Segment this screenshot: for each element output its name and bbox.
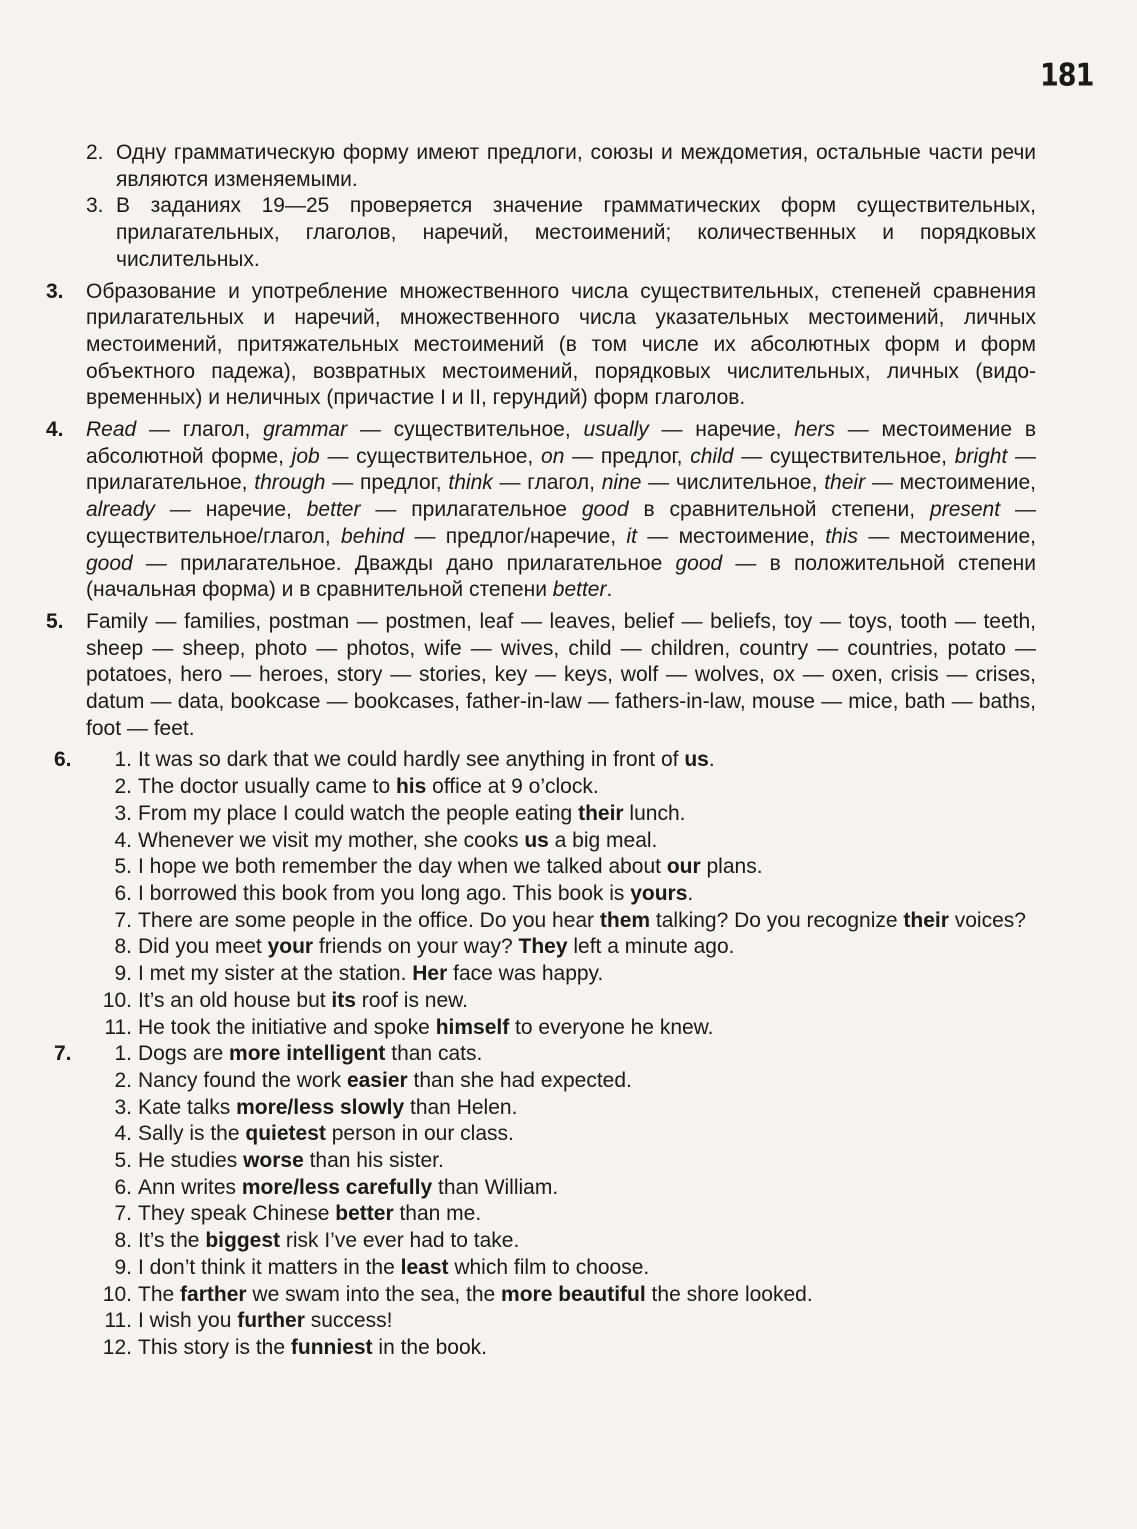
list-item-number: 1. — [114, 748, 132, 772]
bold-answer: farther — [180, 1282, 247, 1306]
answer-text — [86, 418, 1036, 601]
text-run: — прилагательное. Дважды дано прилагательное — [132, 551, 676, 575]
list-item-number: 3. — [114, 801, 132, 825]
list-item — [104, 1282, 1036, 1309]
list-item-text — [138, 748, 715, 771]
italic-term: usually — [583, 418, 649, 442]
list-item — [104, 961, 1036, 988]
list-item-number: 7. — [114, 1202, 132, 1226]
list-item — [104, 828, 1036, 855]
list-item-text — [138, 1069, 632, 1092]
list-item — [104, 1255, 1036, 1282]
text-run: It’s the — [138, 1229, 206, 1253]
list-item-number: 9. — [114, 1255, 132, 1279]
text-run: I don’t think it matters in the — [138, 1255, 401, 1279]
italic-term: through — [254, 471, 326, 495]
answer-number: 3. — [46, 279, 64, 303]
bold-answer: more beautiful — [501, 1282, 646, 1306]
text-run: From my place I could watch the people eating — [138, 801, 579, 825]
list-item-number: 8. — [114, 935, 132, 959]
list-item — [104, 801, 1036, 828]
bold-answer: our — [666, 855, 701, 879]
text-run: Nancy found the work — [138, 1068, 347, 1092]
list-item-text — [138, 1229, 519, 1252]
bold-answer: more/less slowly — [236, 1095, 405, 1119]
text-run: Dogs are — [138, 1042, 230, 1066]
bold-answer: Her — [412, 962, 448, 986]
text-run: — наречие, — [648, 418, 795, 442]
italic-term: hers — [794, 418, 836, 442]
text-run: Kate talks — [138, 1095, 237, 1119]
list-item-number: 1. — [114, 1042, 132, 1066]
list-item-number: 5. — [114, 1149, 132, 1173]
text-run: — прилагательное, — [86, 444, 1037, 495]
list-item-number: 4. — [114, 828, 132, 852]
italic-term: grammar — [263, 418, 348, 442]
text-run: left a minute ago. — [567, 935, 735, 959]
text-run: than William. — [432, 1175, 559, 1199]
list-item-number: 2. — [114, 1068, 132, 1092]
bold-answer: himself — [435, 1015, 510, 1039]
text-run: . — [687, 881, 694, 905]
note-3 — [46, 193, 1036, 273]
text-run: which film to choose. — [448, 1255, 650, 1279]
italic-term: on — [541, 444, 565, 468]
italic-term: job — [291, 444, 320, 468]
italic-term: good — [581, 498, 629, 522]
text-run: I borrowed this book from you long ago. This book is — [138, 881, 631, 905]
list-item-text — [138, 1309, 392, 1332]
answer-number: 5. — [46, 609, 64, 633]
text-run: — предлог, — [564, 444, 691, 468]
list-item-number: 6. — [114, 1175, 132, 1199]
italic-term: better — [306, 498, 361, 522]
italic-term: good — [86, 551, 133, 575]
note-number: 3. — [86, 194, 104, 218]
list-item-text — [138, 935, 734, 958]
italic-term: bright — [954, 444, 1008, 468]
list-item-text — [138, 1283, 813, 1306]
bold-answer: further — [237, 1309, 305, 1333]
bold-answer: us — [684, 748, 709, 772]
list-item-text — [138, 1176, 558, 1199]
text-run: — в положительной степени (начальная форма) и в сравнительной степени — [86, 551, 1036, 602]
bold-answer: us — [524, 828, 549, 852]
text-run: friends on your way? — [313, 935, 519, 959]
list-item-number: 11. — [104, 1015, 132, 1039]
text-run: в сравнительной степени, — [628, 498, 931, 522]
bold-answer: least — [400, 1255, 449, 1279]
list-item-number: 8. — [114, 1229, 132, 1253]
text-run: than cats. — [385, 1042, 483, 1066]
bold-answer: their — [578, 801, 624, 825]
bold-answer: yours — [630, 881, 688, 905]
list-item-number: 11. — [104, 1309, 132, 1333]
list-item-text — [138, 962, 603, 985]
list-item-text — [138, 1096, 517, 1119]
list-item — [104, 1068, 1036, 1095]
list-item-number: 6. — [114, 881, 132, 905]
answer-text: Family — families, postman — postmen, leaf — leaves, belief — beliefs, toy — toys, tooth — teeth, sheep — sheep, photo — photos, wife — wives, child — children, country — countries, potato — potatoes, hero — heroes, story — stories, key — keys, wolf — wolves, ox — oxen, crisis — crises, datum — data, bookcase — bookcases, father-in-law — fathers-in-law, mouse — mice, bath — baths, foot — feet. — [86, 609, 1036, 740]
list-item-number: 10. — [102, 988, 132, 1012]
italic-term: behind — [341, 524, 405, 548]
text-run: . — [708, 748, 715, 772]
bold-answer: his — [395, 775, 427, 799]
text-run: It’s an old house but — [138, 988, 332, 1012]
italic-term: nine — [601, 471, 642, 495]
list-item-text — [138, 1256, 649, 1279]
list-item — [104, 1095, 1036, 1122]
list-item — [104, 1121, 1036, 1148]
text-run: — числительное, — [641, 471, 825, 495]
list-item-number: 12. — [102, 1335, 132, 1359]
list-item — [104, 881, 1036, 908]
text-run: office at 9 o’clock. — [426, 775, 599, 799]
italic-term: good — [675, 551, 723, 575]
italic-term: their — [824, 471, 866, 495]
answer-5 — [46, 609, 1036, 743]
list-item-text — [138, 882, 693, 905]
text-run: — местоимение, — [865, 471, 1036, 495]
text-run: I met my sister at the station. — [138, 962, 413, 986]
text-run: It was so dark that we could hardly see anything in front of — [138, 748, 685, 772]
italic-term: it — [626, 524, 637, 548]
text-run: we swam into the sea, the — [246, 1282, 502, 1306]
text-run: person in our class. — [325, 1122, 514, 1146]
list-item — [104, 1201, 1036, 1228]
text-run: — существительное/глагол, — [86, 498, 1036, 548]
list-item-number: 5. — [114, 855, 132, 879]
text-run: the shore looked. — [645, 1282, 813, 1306]
list-item-text — [138, 775, 599, 798]
italic-term: present — [930, 498, 1001, 522]
text-run: I hope we both remember the day when we talked about — [138, 855, 667, 879]
list-item-number: 2. — [114, 775, 132, 799]
list-item — [104, 1228, 1036, 1255]
list-item-text — [138, 1149, 444, 1172]
list-item-number: 4. — [114, 1122, 132, 1146]
list-item — [104, 1335, 1036, 1362]
text-run: I wish you — [138, 1309, 238, 1333]
list-item-text — [138, 802, 685, 825]
answer-6 — [46, 747, 1036, 1041]
text-run: plans. — [700, 855, 763, 879]
text-run: He studies — [138, 1149, 244, 1173]
bold-answer: their — [903, 908, 949, 932]
list-item-text — [138, 1202, 481, 1225]
answer-number: 4. — [46, 418, 64, 442]
answer-key — [46, 140, 1036, 1362]
list-item — [104, 934, 1036, 961]
list-item — [104, 908, 1036, 935]
list-item — [104, 1148, 1036, 1175]
italic-term: this — [825, 524, 858, 548]
list-item-number: 10. — [102, 1282, 132, 1306]
bold-answer: easier — [346, 1068, 408, 1092]
answer-6-list — [46, 747, 1036, 1041]
text-run: — предлог, — [325, 471, 449, 495]
text-run: — глагол, — [492, 471, 602, 495]
text-run: face was happy. — [447, 962, 604, 986]
text-run: lunch. — [623, 801, 686, 825]
text-run: — существительное, — [347, 418, 584, 442]
italic-term: think — [448, 471, 493, 495]
list-item — [104, 1175, 1036, 1202]
text-run: They speak Chinese — [138, 1202, 336, 1226]
list-item-text — [138, 855, 763, 878]
text-run: The doctor usually came to — [138, 775, 396, 799]
bold-answer: worse — [243, 1149, 304, 1173]
list-item-text — [138, 989, 468, 1012]
text-run: — наречие, — [154, 498, 307, 522]
text-run: than me. — [393, 1202, 482, 1226]
page-number: 181 — [1040, 57, 1094, 94]
text-run: There are some people in the office. Do you hear — [138, 908, 600, 932]
list-item-text — [138, 1016, 714, 1039]
answer-7 — [46, 1041, 1036, 1361]
bold-answer: biggest — [205, 1229, 280, 1253]
text-run: in the book. — [372, 1335, 487, 1359]
text-run: — местоимение, — [857, 524, 1037, 548]
list-item — [104, 1015, 1036, 1042]
list-item-text — [138, 1122, 514, 1145]
text-run: — существительное, — [319, 444, 542, 468]
italic-term: Read — [86, 418, 137, 442]
answer-4 — [46, 417, 1036, 604]
list-item — [104, 1041, 1036, 1068]
note-text: Одну грамматическую форму имеют предлоги, союзы и междометия, остальные части речи являются изменяемыми. — [116, 141, 1036, 191]
text-run: Ann writes — [138, 1175, 242, 1199]
italic-term: child — [690, 444, 734, 468]
text-run: . — [606, 578, 613, 602]
list-item — [104, 854, 1036, 881]
list-item — [104, 1308, 1036, 1335]
list-item-text — [138, 1336, 487, 1359]
list-item-text — [138, 829, 657, 852]
answer-7-list — [46, 1041, 1036, 1361]
bold-answer: They — [518, 935, 568, 959]
answer-number: 7. — [54, 1042, 72, 1066]
text-run: talking? Do you recognize — [650, 908, 904, 932]
text-run: than Helen. — [404, 1095, 518, 1119]
text-run: success! — [304, 1309, 393, 1333]
bold-answer: more/less carefully — [241, 1175, 433, 1199]
text-run: — местоимение в абсолютной форме, — [86, 418, 1036, 468]
text-run: — существительное, — [733, 444, 955, 468]
italic-term: better — [552, 578, 607, 602]
list-item — [104, 747, 1036, 774]
text-run: voices? — [948, 908, 1026, 932]
text-run: roof is new. — [355, 988, 468, 1012]
text-run: than she had expected. — [407, 1068, 632, 1092]
bold-answer: quietest — [245, 1122, 326, 1146]
list-item-text — [138, 909, 1026, 932]
italic-term: already — [86, 498, 155, 522]
text-run: Did you meet — [138, 935, 268, 959]
bold-answer: them — [599, 908, 651, 932]
bold-answer: your — [267, 935, 314, 959]
list-item-number: 9. — [114, 962, 132, 986]
text-run: Whenever we visit my mother, she cooks — [138, 828, 525, 852]
list-item-text — [138, 1042, 482, 1065]
text-run: — глагол, — [136, 418, 264, 442]
text-run: He took the initiative and spoke — [138, 1015, 436, 1039]
text-run: — местоимение, — [636, 524, 826, 548]
text-run: to everyone he knew. — [509, 1015, 714, 1039]
text-run: a big meal. — [548, 828, 658, 852]
text-run: — предлог/наречие, — [404, 524, 627, 548]
text-run: The — [138, 1282, 181, 1306]
bold-answer: better — [335, 1202, 394, 1226]
answer-3 — [46, 279, 1036, 413]
bold-answer: more intelligent — [229, 1042, 386, 1066]
text-run: This story is the — [138, 1335, 291, 1359]
note-text: В заданиях 19—25 проверяется значение грамматических форм существительных, прилагательных, глаголов, наречий, местоимений; количественных и порядковых числительных. — [116, 194, 1036, 271]
list-item-number: 3. — [114, 1095, 132, 1119]
answer-text: Образование и употребление множественного числа существительных, степеней сравнения прилагательных и наречий, множественного числа указательных местоимений, личных местоимений, притяжательных местоимений (в том числе их абсолютных форм и форм объектного падежа), возвратных местоимений, порядковых числительных, личных (видо-временных) и неличных (причастие I и II, герундий) форм глаголов. — [86, 279, 1036, 410]
note-2 — [46, 140, 1036, 193]
answer-number: 6. — [54, 748, 72, 772]
list-item-number: 7. — [114, 908, 132, 932]
bold-answer: funniest — [290, 1335, 373, 1359]
text-run: — прилагательное — [360, 498, 582, 522]
text-run: Sally is the — [138, 1122, 246, 1146]
list-item — [104, 774, 1036, 801]
text-run: risk I’ve ever had to take. — [280, 1229, 520, 1253]
text-run: than his sister. — [303, 1149, 444, 1173]
bold-answer: its — [331, 988, 356, 1012]
list-item — [104, 988, 1036, 1015]
note-number: 2. — [86, 141, 104, 164]
